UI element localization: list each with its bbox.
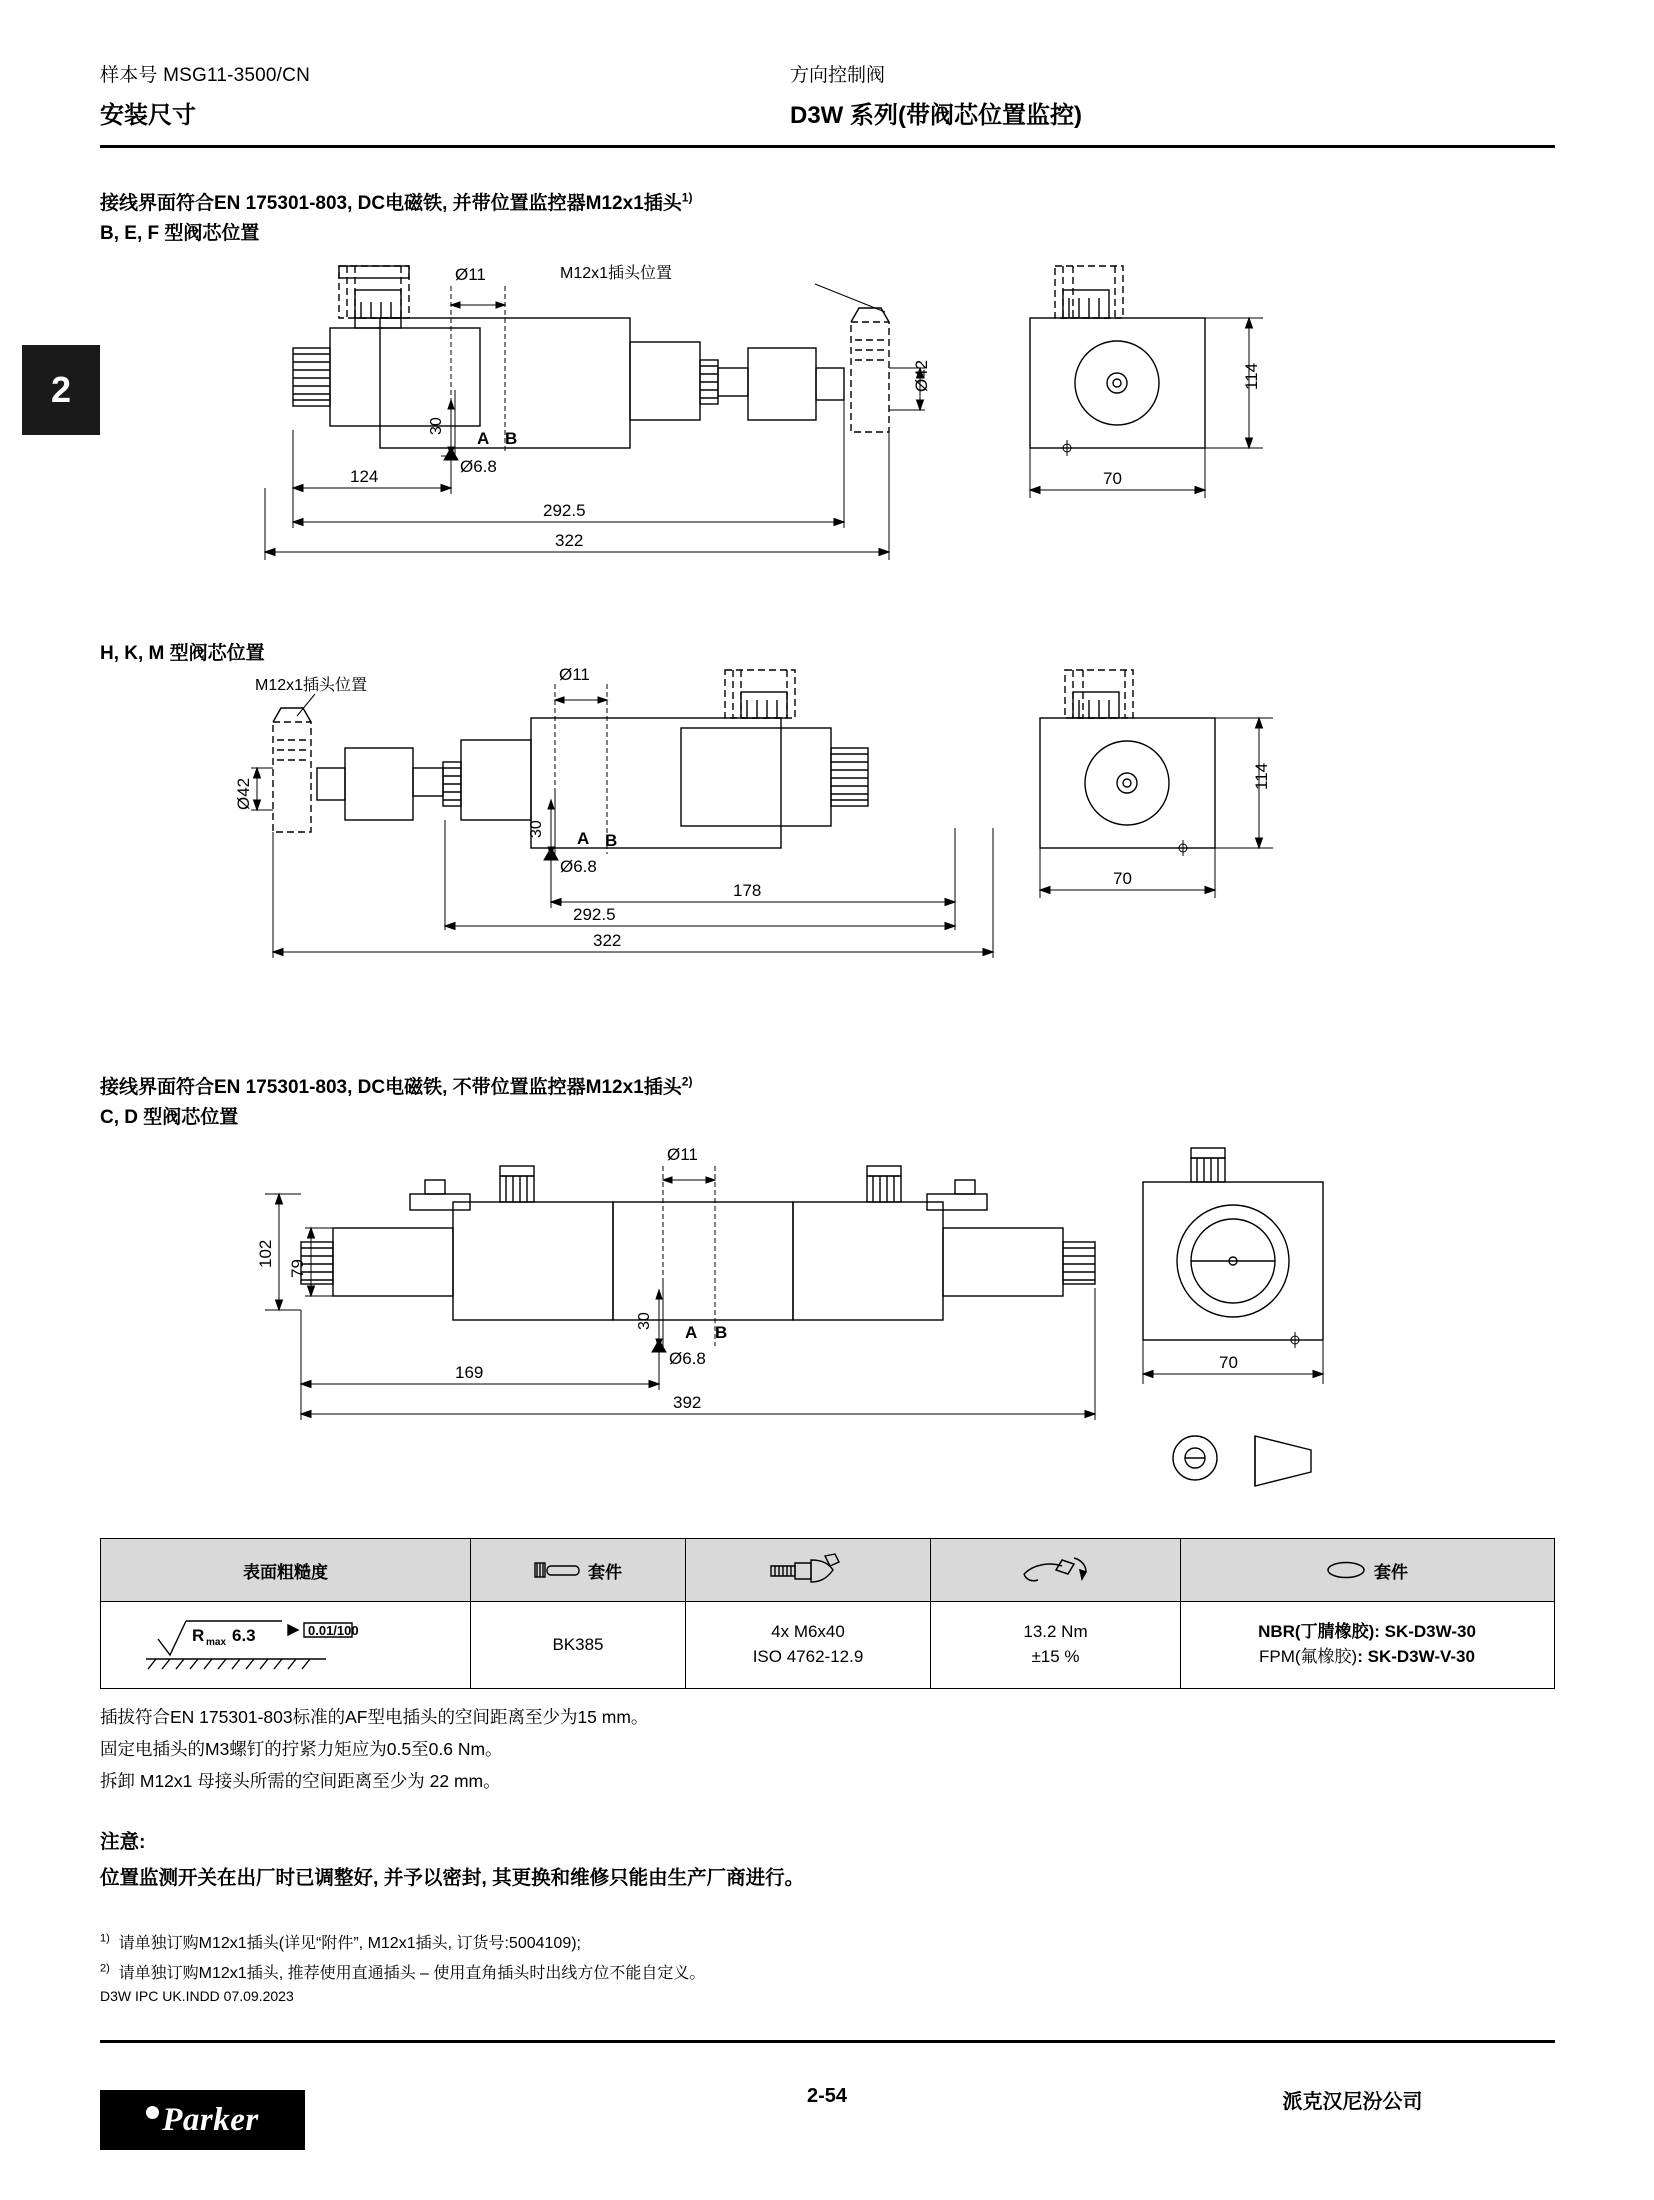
footnote-2 <box>100 1960 705 1983</box>
label-d68-3: Ø6.8 <box>669 1349 706 1368</box>
label-dim392: 392 <box>673 1393 702 1412</box>
section-3-title-text: 接线界面符合EN 175301-803, DC电磁铁, 不带位置监控器M12x1插头 <box>100 1077 682 1098</box>
header-divider <box>100 145 1555 148</box>
label-d11-1: Ø11 <box>455 265 486 284</box>
cell-seal-nbr: NBR(丁腈橡胶) <box>1258 1622 1375 1642</box>
note-line-2: 固定电插头的M3螺钉的拧紧力矩应为0.5至0.6 Nm。 <box>100 1739 503 1759</box>
cell-screws-line2: ISO 4762-12.9 <box>752 1647 864 1666</box>
label-dim30-2: 30 <box>528 820 545 838</box>
footnote-2-mark: 2) <box>100 1962 110 1975</box>
section-1-title <box>100 188 692 215</box>
cell-torque-line1: 13.2 Nm <box>1023 1622 1088 1642</box>
attention-title: 注意: <box>100 1831 146 1853</box>
screw-icon <box>767 1552 849 1588</box>
header-right <box>790 60 1082 130</box>
section-1-subtitle: B, E, F 型阀芯位置 <box>100 223 260 244</box>
footnote-1-mark: 1) <box>100 1932 110 1945</box>
table-header-row <box>101 1539 1554 1602</box>
label-dim124: 124 <box>350 467 379 486</box>
cell-seal-fpm-code: : SK-D3W-V-30 <box>1357 1647 1475 1666</box>
drawing-cd-spool <box>255 1140 1385 1510</box>
table-header-roughness: 表面粗糙度 <box>101 1539 471 1601</box>
section-1-title-text: 接线界面符合EN 175301-803, DC电磁铁, 并带位置监控器M12x1插头 <box>100 193 682 214</box>
table-header-seal-label: 套件 <box>1374 1562 1408 1582</box>
svg-text:0.01/100: 0.01/100 <box>307 1623 359 1638</box>
company-name: 派克汉尼汾公司 <box>1282 2091 1423 2113</box>
label-a-2: A <box>577 829 590 848</box>
roughness-symbol-icon <box>136 1613 436 1677</box>
label-d11-3: Ø11 <box>667 1145 698 1164</box>
logo-text: Parker <box>162 2101 259 2138</box>
source-line: D3W IPC UK.INDD 07.09.2023 <box>100 1988 294 2004</box>
label-m12-note-1: M12x1插头位置 <box>560 265 673 282</box>
oring-icon <box>1326 1560 1366 1580</box>
svg-text:max: max <box>205 1637 226 1648</box>
cell-kit: BK385 <box>471 1602 686 1688</box>
label-dim70-3: 70 <box>1219 1353 1238 1372</box>
cell-seal-line2 <box>1258 1645 1476 1670</box>
chapter-tab: 2 <box>22 345 100 435</box>
note-line-1: 插拔符合EN 175301-803标准的AF型电插头的空间距离至少为15 mm。 <box>100 1707 649 1727</box>
svg-text:R: R <box>191 1626 204 1645</box>
label-dim70-1: 70 <box>1103 469 1122 488</box>
label-dim114-2: 114 <box>1252 762 1271 790</box>
label-dim292-5-2: 292.5 <box>573 905 616 924</box>
label-dim292-5-1: 292.5 <box>543 501 586 520</box>
logo-dot-icon <box>146 2106 159 2119</box>
label-b-1: B <box>505 429 518 448</box>
page-header <box>100 60 1555 130</box>
specs-table <box>100 1538 1555 1689</box>
cell-seal <box>1181 1602 1553 1688</box>
label-b-3: B <box>715 1323 728 1342</box>
attention-text: 位置监测开关在出厂时已调整好, 并予以密封, 其更换和维修只能由生产厂商进行。 <box>100 1867 805 1889</box>
section-3-subtitle: C, D 型阀芯位置 <box>100 1107 239 1128</box>
page-title: 安装尺寸 <box>100 102 196 129</box>
wrench-icon <box>1018 1552 1094 1588</box>
kit-box-icon <box>534 1559 580 1581</box>
label-d68-1: Ø6.8 <box>460 457 497 476</box>
label-dim102: 102 <box>256 1239 275 1268</box>
label-a-1: A <box>477 429 490 448</box>
label-a-3: A <box>685 1323 698 1342</box>
cell-seal-fpm: FPM(氟橡胶) <box>1259 1647 1358 1666</box>
label-dim322-2: 322 <box>593 931 622 950</box>
page-number: 2-54 <box>806 2085 848 2107</box>
cell-seal-line1 <box>1258 1620 1476 1645</box>
label-m12-note-2: M12x1插头位置 <box>255 677 368 694</box>
cell-screws-line1: 4x M6x40 <box>771 1622 845 1642</box>
label-dim30-1: 30 <box>428 417 445 435</box>
cell-seal-nbr-code: : SK-D3W-30 <box>1374 1622 1476 1642</box>
cell-screws <box>686 1602 931 1688</box>
section-3-title <box>100 1072 692 1099</box>
label-dim322-1: 322 <box>555 531 584 550</box>
footnote-1-text: 请单独订购M12x1插头(详见“附件”, M12x1插头, 订货号:5004109); <box>118 1935 581 1952</box>
section-3-title-sup: 2) <box>681 1074 693 1089</box>
footnote-2-text: 请单独订购M12x1插头, 推荐使用直通插头 – 使用直角插头时出线方位不能自定义。 <box>118 1965 706 1982</box>
label-d42-1: Ø42 <box>912 359 931 392</box>
product-group: 方向控制阀 <box>790 65 886 86</box>
label-d42-2: Ø42 <box>234 777 253 810</box>
cell-roughness <box>101 1602 471 1688</box>
product-series: D3W 系列(带阀芯位置监控) <box>790 102 1082 129</box>
table-data-row <box>101 1602 1554 1688</box>
label-dim114-1: 114 <box>1242 362 1261 390</box>
table-header-kit <box>471 1539 686 1601</box>
table-header-kit-label: 套件 <box>588 1562 622 1582</box>
svg-text:6.3: 6.3 <box>231 1626 256 1645</box>
cell-torque <box>931 1602 1181 1688</box>
catalog-number: 样本号 MSG11-3500/CN <box>100 65 310 86</box>
label-dim70-2: 70 <box>1113 869 1132 888</box>
parker-logo <box>100 2090 305 2150</box>
label-dim178: 178 <box>733 881 762 900</box>
table-header-screws <box>686 1539 931 1601</box>
label-dim30-3: 30 <box>636 1312 653 1330</box>
drawing-bef-spool <box>255 250 1315 615</box>
label-b-2: B <box>605 831 618 850</box>
table-header-torque <box>931 1539 1181 1601</box>
note-line-3: 拆卸 M12x1 母接头所需的空间距离至少为 22 mm。 <box>100 1771 501 1791</box>
section-2-subtitle: H, K, M 型阀芯位置 <box>100 643 265 664</box>
label-d11-2: Ø11 <box>559 665 590 684</box>
footnote-1 <box>100 1930 581 1953</box>
label-dim79: 79 <box>288 1259 307 1278</box>
label-d68-2: Ø6.8 <box>560 857 597 876</box>
section-1-title-sup: 1) <box>681 190 693 205</box>
footer-divider <box>100 2040 1555 2043</box>
table-header-seal <box>1181 1539 1553 1601</box>
label-dim169: 169 <box>455 1363 484 1382</box>
drawing-hkm-spool <box>234 665 1315 1010</box>
cell-torque-line2: ±15 % <box>1031 1647 1080 1666</box>
